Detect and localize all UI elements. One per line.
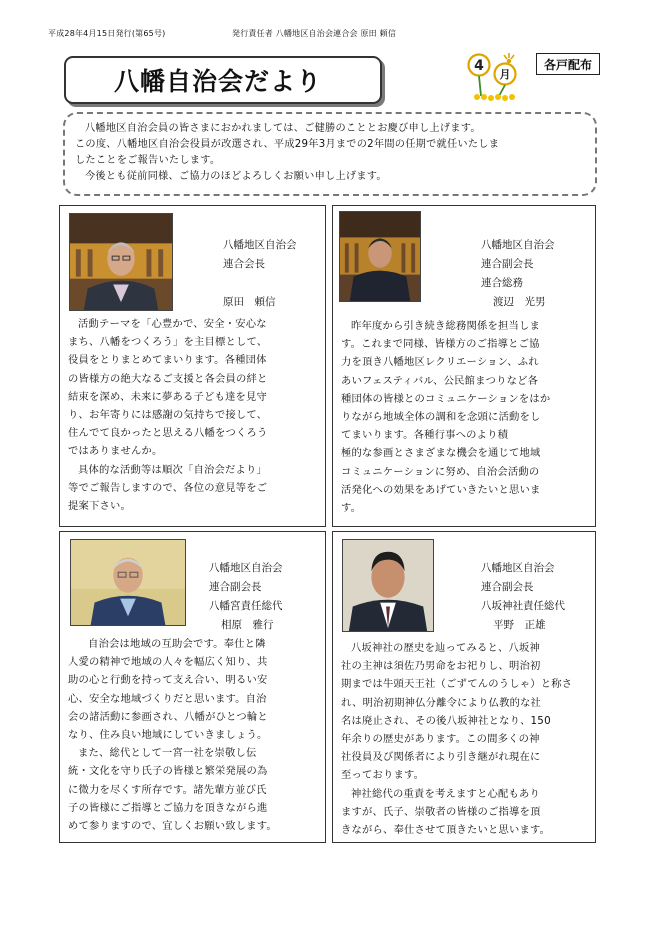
- message-line: コミュニケーションに努め、自治会活動の: [341, 465, 540, 478]
- message-line: 自治会は地域の互助会です。奉仕と隣: [88, 638, 266, 650]
- message-line: りながら地域全体の調和を念頭に活動をし: [341, 411, 541, 424]
- message-line: 名は廃止され、その後八坂神社となり、150: [341, 714, 551, 727]
- message-line: なり、住み良い地域にしていきましょう。: [68, 729, 268, 742]
- officer-message: [68, 635, 322, 835]
- message-line: 期までは牛頭天王社（ごずてんのうしゃ）と称さ: [341, 678, 573, 691]
- officer-role: 連合会長: [223, 258, 265, 270]
- message-line: の皆様方の絶大なるご支援と各会員の絆と: [68, 372, 268, 385]
- message-line: す。これまで同様、皆様方のご指導とご協: [341, 338, 540, 351]
- officer-name: 原田 頼信: [223, 296, 276, 308]
- message-line: 人愛の精神で地域の人々を幅広く知り、共: [68, 656, 268, 669]
- message-line: 社の主神は須佐乃男命をお祀りし、明治初: [341, 660, 541, 673]
- message-line: す。: [341, 502, 362, 515]
- message-line: あいフェスティバル、公民館まつりなど各: [341, 374, 539, 387]
- officer-role: 連合副会長: [481, 581, 534, 593]
- officer-name: 渡辺 光男: [493, 296, 546, 308]
- message-line: 会の諸活動に参画され、八幡がひとつ輪と: [68, 710, 268, 723]
- issue-info: 平成28年4月15日発行(第65号): [48, 29, 166, 38]
- officer-role: 連合副会長: [481, 258, 534, 270]
- month-number: 4: [474, 58, 484, 74]
- message-line: めて参りますので、宜しくお願い致します。: [68, 820, 277, 833]
- officer-name-block: [223, 236, 297, 312]
- message-line: てまいります。各種行事へのより積: [341, 429, 509, 442]
- officer-name: 平野 正雄: [493, 619, 546, 631]
- portrait-photo: [69, 213, 173, 311]
- message-line: 極的な参画とさまざまな機会を通じて地域: [341, 447, 541, 460]
- officer-role-2: 八幡宮責任総代: [209, 600, 283, 612]
- officer-org: 八幡地区自治会: [481, 239, 555, 251]
- officer-name-block: [209, 559, 283, 635]
- newsletter-title: 八幡自治会だより: [114, 67, 323, 96]
- greeting-box: [63, 112, 597, 196]
- distribution-label: 各戸配布: [536, 53, 600, 75]
- message-line: 至っております。: [341, 769, 425, 782]
- portrait-photo: [339, 211, 421, 302]
- message-line: ますが、氏子、崇敬者の皆様のご指導を頂: [341, 805, 541, 818]
- message-line: まち、八幡をつくろう」を主目標として、: [68, 336, 268, 349]
- officer-card-hirano: [332, 531, 596, 843]
- officer-message: [341, 639, 591, 839]
- message-line: 種団体の皆様とのコミュニケーションをはか: [341, 392, 551, 405]
- officer-card-harada: [59, 205, 326, 527]
- message-line: 心、安全な地域づくりだと思います。自治: [68, 692, 267, 705]
- message-line: 役員をとりまとめてまいります。各種団体: [68, 354, 267, 367]
- message-line: 住んでて良かったと思える八幡をつくろう: [68, 427, 268, 440]
- greeting-line: 八幡地区自治会員の皆さまにおかれましては、ご健勝のこととお慶び申し上げます。: [85, 123, 481, 134]
- officer-name: 相原 雅行: [221, 619, 274, 631]
- officer-org: 八幡地区自治会: [209, 562, 283, 574]
- message-line: 八坂神社の歴史を辿ってみると、八坂神: [351, 642, 540, 654]
- message-line: 力を頂き八幡地区レクリエーション、ふれ: [341, 356, 539, 369]
- month-badge: [465, 46, 529, 104]
- officer-org: 八幡地区自治会: [223, 239, 297, 251]
- message-line: 助の心と行動を持って支え合い、明るい安: [68, 674, 268, 687]
- message-line: に微力を尽くす所存です。諸先輩方並び氏: [68, 783, 267, 796]
- greeting-line: この度、八幡地区自治会役員が改選され、平成29年3月までの2年間の任期で就任いたしま: [75, 139, 500, 150]
- officer-role: 連合副会長: [209, 581, 262, 593]
- message-line: また、総代として一宮一社を崇敬し伝: [78, 747, 257, 760]
- message-line: 子の皆様にご指導とご協力を頂きながら進: [68, 801, 268, 814]
- message-line: ではありませんか。: [68, 445, 163, 458]
- message-line: 活発化への効果をあげていきたいと思いま: [341, 483, 541, 496]
- officer-role-2: 連合総務: [481, 277, 523, 289]
- officer-message: [341, 317, 591, 517]
- officer-org: 八幡地区自治会: [481, 562, 555, 574]
- message-line: 活動テーマを「心豊かで、安全・安心な: [78, 318, 267, 330]
- officer-card-watanabe: [332, 205, 596, 527]
- message-line: れ、明治初期神仏分離令により仏教的な社: [341, 696, 542, 709]
- officer-name-block: [481, 236, 555, 312]
- message-line: り、お年寄りには感謝の気持ちで接して、: [68, 409, 268, 422]
- officer-role-2: 八坂神社責任総代: [481, 600, 565, 612]
- officer-name-block: [481, 559, 565, 635]
- message-line: 提案下さい。: [68, 500, 131, 513]
- message-line: 昨年度から引き続き総務関係を担当しま: [351, 320, 540, 332]
- greeting-line: 今後とも従前同様、ご協力のほどよろしくお願い申し上げます。: [85, 171, 387, 182]
- officer-card-aihara: [59, 531, 326, 843]
- month-unit: 月: [499, 68, 511, 81]
- greeting-line: したことをご報告いたします。: [75, 155, 221, 166]
- officer-message: [68, 315, 318, 515]
- message-line: きながら、奉仕させて頂きたいと思います。: [341, 824, 551, 837]
- message-line: 結束を深め、未来に夢ある子ども達を見守: [68, 390, 268, 403]
- message-line: 具体的な活動等は順次「自治会だより」: [78, 463, 267, 476]
- message-line: 統・文化を守り氏子の皆様と繁栄発展の為: [68, 765, 268, 778]
- message-line: 等でご報告しますので、各位の意見等をご: [68, 481, 268, 494]
- message-line: 社役員及び関係者により引き継がれ現在に: [341, 751, 541, 764]
- publisher-info: 発行責任者 八幡地区自治会連合会 原田 頼信: [232, 29, 397, 38]
- officer-role-2: [223, 274, 297, 293]
- portrait-photo: [70, 539, 186, 626]
- portrait-photo: [342, 539, 434, 632]
- message-line: 年余りの歴史があります。この間多くの神: [341, 733, 540, 746]
- message-line: 神社総代の重責を考えますと心配もあり: [351, 787, 540, 800]
- newsletter-title-box: [64, 56, 382, 104]
- flower-icon: [465, 46, 529, 104]
